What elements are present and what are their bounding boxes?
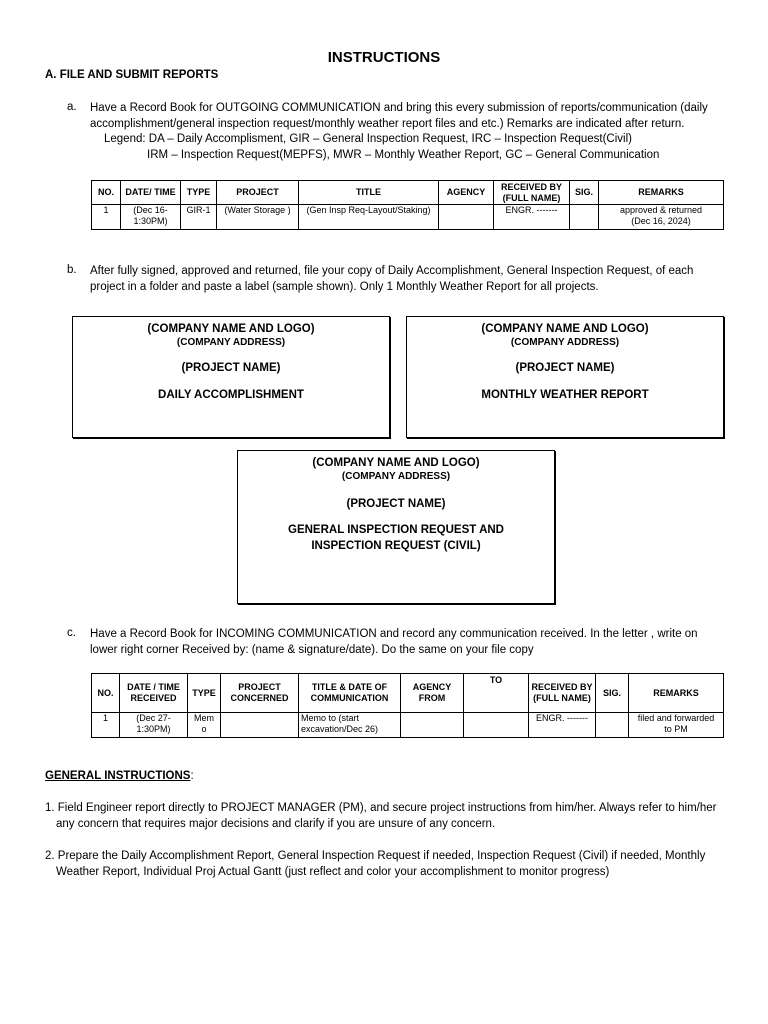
col-header: TYPE xyxy=(188,674,221,713)
item-c-text xyxy=(90,627,698,658)
item-a-line1: Have a Record Book for OUTGOING COMMUNICATION and bring this every submission of reports/communication (daily xyxy=(90,102,708,114)
col-header: DATE / TIME RECEIVED xyxy=(120,674,188,713)
item-b-marker: b. xyxy=(67,264,77,276)
label-report: DAILY ACCOMPLISHMENT xyxy=(158,389,304,401)
col-header: RECEIVED BY (FULL NAME) xyxy=(529,674,596,713)
item-c-line2: lower right corner Received by: (name & signature/date). Do the same on your file copy xyxy=(90,643,534,656)
table-cell: GIR-1 xyxy=(181,205,217,230)
item-a-line2: accomplishment/general inspection request/monthly weather report files and etc.) Remarks are indicated after return. xyxy=(90,117,685,130)
item-b-text xyxy=(90,264,693,295)
general-instructions-heading xyxy=(45,770,194,782)
general-item-2-line1: 2. Prepare the Daily Accomplishment Report, General Inspection Request if needed, Inspection Request (Civil) if needed, Monthly xyxy=(45,850,706,862)
table-cell: Memo to (start excavation/Dec 26) xyxy=(299,713,401,738)
table-row xyxy=(92,205,724,230)
table-cell xyxy=(570,205,599,230)
general-heading-text: GENERAL INSTRUCTIONS xyxy=(45,770,191,782)
col-header: NO. xyxy=(92,674,120,713)
table-cell: filed and forwarded to PM xyxy=(629,713,724,738)
label-address: (COMPANY ADDRESS) xyxy=(176,337,286,348)
col-header: SIG. xyxy=(596,674,629,713)
table-cell: ENGR. ------- xyxy=(529,713,596,738)
incoming-communication-table xyxy=(91,673,724,738)
heading-colon: : xyxy=(190,770,194,782)
col-header: NO. xyxy=(92,181,121,205)
page-title: INSTRUCTIONS xyxy=(327,49,441,66)
table-cell: ENGR. ------- xyxy=(494,205,570,230)
col-header: RECEIVED BY (FULL NAME) xyxy=(494,181,570,205)
table-cell xyxy=(596,713,629,738)
label-report-line1: GENERAL INSPECTION REQUEST AND xyxy=(288,524,504,536)
col-header: TYPE xyxy=(181,181,217,205)
item-a-marker: a. xyxy=(67,101,77,113)
legend-line1: Legend: DA – Daily Accomplisment, GIR – General Inspection Request, IRC – Inspection Request(Civil) xyxy=(104,133,632,145)
col-header: TO xyxy=(464,674,529,713)
col-header: TITLE & DATE OF COMMUNICATION xyxy=(299,674,401,713)
general-item-1-line2: any concern that requires major decisions and clarify if you are unsure of any concern. xyxy=(56,817,496,830)
table-cell xyxy=(464,713,529,738)
table-header-row xyxy=(92,181,724,205)
col-header: AGENCY FROM xyxy=(401,674,464,713)
col-header: SIG. xyxy=(570,181,599,205)
col-header: REMARKS xyxy=(599,181,724,205)
label-address: (COMPANY ADDRESS) xyxy=(510,337,620,348)
general-item-1-line1: 1. Field Engineer report directly to PROJECT MANAGER (PM), and secure project instructions from him/her. Always refer to him/her xyxy=(45,802,717,814)
table-cell xyxy=(221,713,299,738)
item-b-line2: project in a folder and paste a label (sample shown). Only 1 Monthly Weather Report for all projects. xyxy=(90,280,599,293)
outgoing-communication-table xyxy=(91,180,724,230)
table-cell: (Dec 27- 1:30PM) xyxy=(120,713,188,738)
table-cell: (Water Storage ) xyxy=(217,205,299,230)
table-cell: (Gen Insp Req-Layout/Staking) xyxy=(299,205,439,230)
label-project: (PROJECT NAME) xyxy=(515,362,615,374)
label-address: (COMPANY ADDRESS) xyxy=(341,471,451,482)
label-company: (COMPANY NAME AND LOGO) xyxy=(481,323,649,335)
legend-line2: IRM – Inspection Request(MEPFS), MWR – Monthly Weather Report, GC – General Communication xyxy=(147,149,660,161)
col-header: AGENCY xyxy=(439,181,494,205)
label-company: (COMPANY NAME AND LOGO) xyxy=(147,323,315,335)
label-sample-monthly-weather xyxy=(406,316,724,438)
section-a-heading: A. FILE AND SUBMIT REPORTS xyxy=(45,69,219,81)
col-header: PROJECT xyxy=(217,181,299,205)
table-cell: Mem o xyxy=(188,713,221,738)
general-item-2-line2: Weather Report, Individual Proj Actual Gantt (just reflect and color your accomplishment to monitor progress) xyxy=(56,865,610,878)
table-row xyxy=(92,713,724,738)
table-cell: 1 xyxy=(92,713,120,738)
general-item-2 xyxy=(45,849,705,880)
table-cell: 1 xyxy=(92,205,121,230)
table-cell: (Dec 16- 1:30PM) xyxy=(121,205,181,230)
table-cell: approved & returned (Dec 16, 2024) xyxy=(599,205,724,230)
col-header: REMARKS xyxy=(629,674,724,713)
item-a-text xyxy=(90,101,708,132)
col-header: TITLE xyxy=(299,181,439,205)
table-cell xyxy=(401,713,464,738)
label-report: MONTHLY WEATHER REPORT xyxy=(481,389,649,401)
general-item-1 xyxy=(45,801,717,832)
label-report-line2: INSPECTION REQUEST (CIVIL) xyxy=(311,539,481,552)
item-c-line1: Have a Record Book for INCOMING COMMUNICATION and record any communication received. In the letter , write on xyxy=(90,628,698,640)
label-sample-daily-accomplishment xyxy=(72,316,390,438)
col-header: DATE/ TIME xyxy=(121,181,181,205)
label-project: (PROJECT NAME) xyxy=(346,498,446,510)
label-company: (COMPANY NAME AND LOGO) xyxy=(312,457,480,469)
item-c-marker: c. xyxy=(67,627,76,639)
table-cell xyxy=(439,205,494,230)
label-project: (PROJECT NAME) xyxy=(181,362,281,374)
table-header-row xyxy=(92,674,724,713)
item-b-line1: After fully signed, approved and returned, file your copy of Daily Accomplishment, General Inspection Request, of each xyxy=(90,265,694,277)
col-header: PROJECT CONCERNED xyxy=(221,674,299,713)
label-sample-inspection-request xyxy=(237,450,555,604)
